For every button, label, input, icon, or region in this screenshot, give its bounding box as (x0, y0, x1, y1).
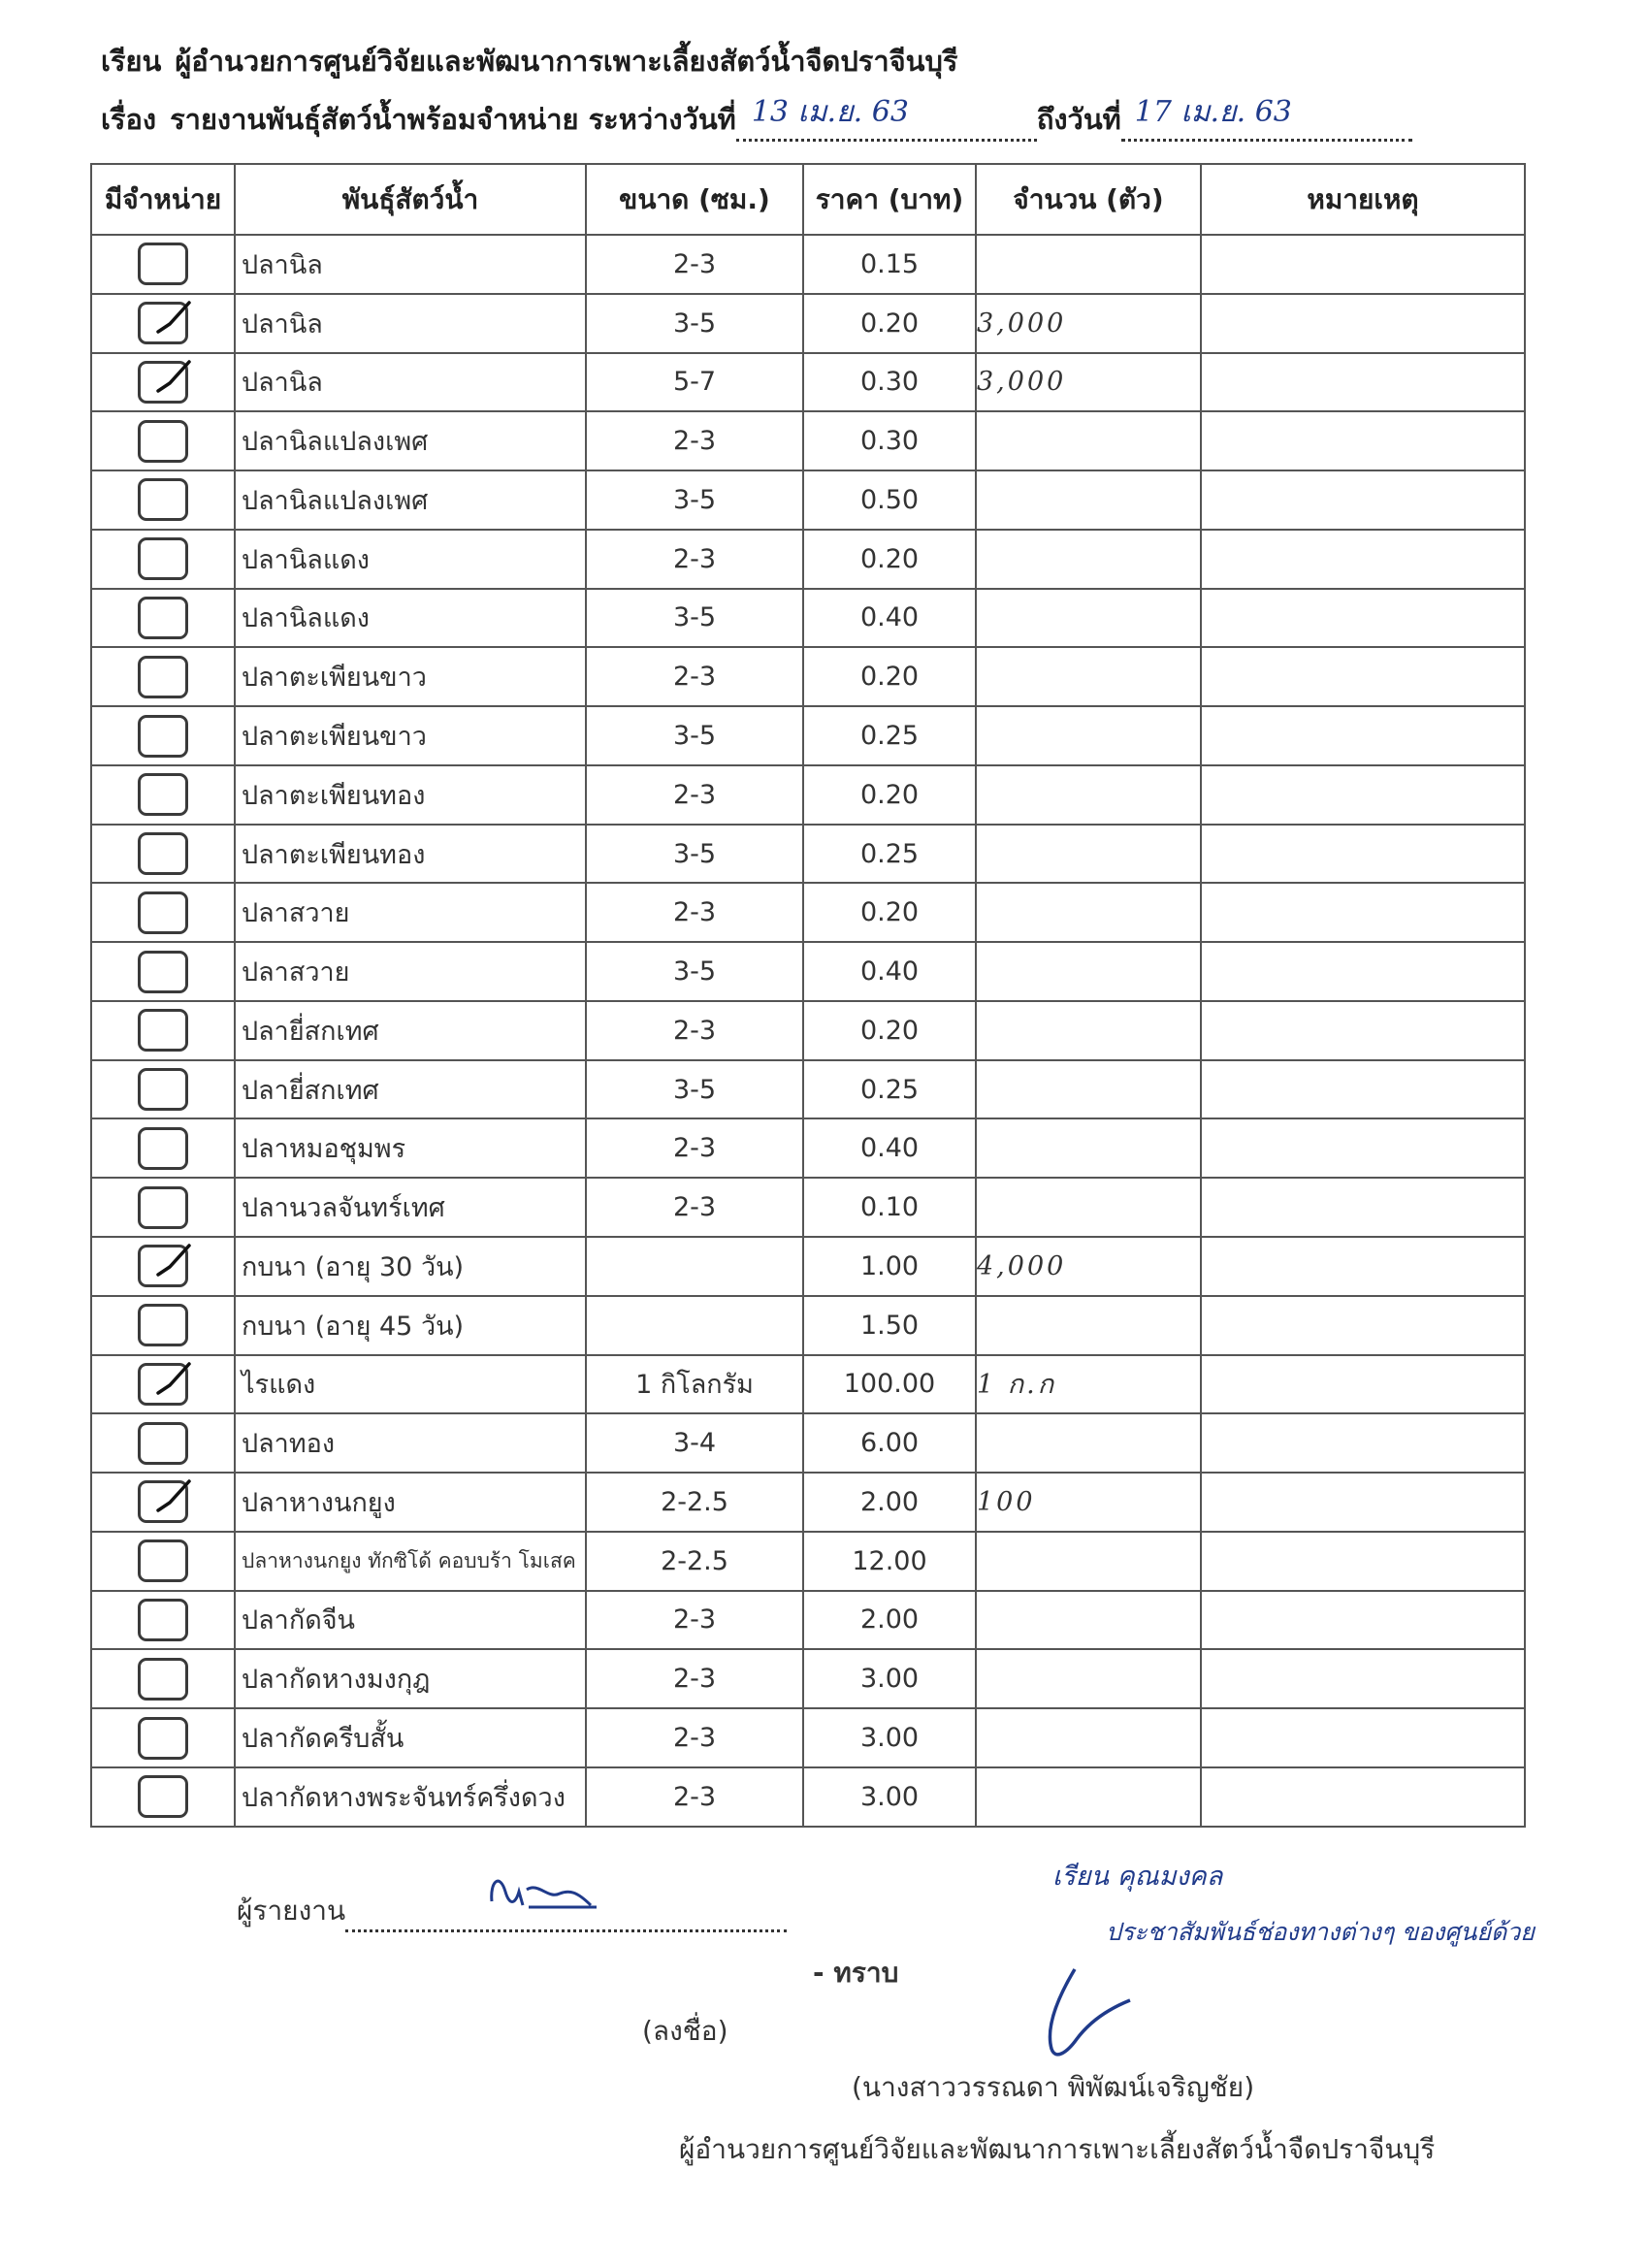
price-cell: 3.00 (803, 1767, 976, 1827)
available-checkbox[interactable] (138, 597, 188, 639)
table-row (91, 1708, 1525, 1767)
quantity-cell (976, 530, 1201, 589)
to-label: เรียน (101, 45, 162, 78)
size-cell: 2-3 (586, 411, 803, 470)
species-cell: ปลานิล (235, 235, 586, 294)
table-row (91, 1296, 1525, 1355)
col-price: ราคา (บาท) (803, 164, 976, 235)
remarks-cell (1201, 589, 1525, 648)
price-cell: 12.00 (803, 1532, 976, 1591)
species-cell: ปลาหมอชุมพร (235, 1118, 586, 1178)
remarks-cell (1201, 470, 1525, 530)
price-cell: 0.20 (803, 1001, 976, 1060)
size-cell: 2-3 (586, 1001, 803, 1060)
signer-title: ผู้อำนวยการศูนย์วิจัยและพัฒนาการเพาะเลี้ยงสัตว์น้ำจืดปราจีนบุรี (679, 2133, 1436, 2165)
quantity-cell (976, 765, 1201, 825)
available-checkbox[interactable] (138, 951, 188, 993)
to-date-line (1121, 95, 1412, 142)
available-checkbox[interactable] (138, 243, 188, 285)
checkmark-icon (145, 356, 195, 405)
table-row (91, 1060, 1525, 1119)
table-row (91, 765, 1525, 825)
size-cell: 3-5 (586, 470, 803, 530)
size-cell: 2-3 (586, 1708, 803, 1767)
checkmark-icon (145, 1358, 195, 1407)
from-date: 13 เม.ย. 63 (751, 95, 909, 129)
table-row (91, 1591, 1525, 1650)
remarks-cell (1201, 825, 1525, 884)
available-checkbox[interactable] (138, 1717, 188, 1760)
remarks-cell (1201, 1591, 1525, 1650)
table-row (91, 589, 1525, 648)
available-cell (91, 1296, 235, 1355)
table-row (91, 1118, 1525, 1178)
species-cell: ปลาตะเพียนขาว (235, 647, 586, 706)
available-cell (91, 411, 235, 470)
quantity-cell (976, 1532, 1201, 1591)
available-checkbox[interactable] (138, 891, 188, 934)
price-cell: 0.30 (803, 353, 976, 412)
reporter-label: ผู้รายงาน (237, 1895, 346, 1927)
quantity-cell (976, 589, 1201, 648)
table-row (91, 883, 1525, 942)
table-row (91, 470, 1525, 530)
checkmark-icon (145, 297, 195, 345)
available-cell (91, 1178, 235, 1237)
available-cell (91, 825, 235, 884)
species-cell: ปลานิล (235, 353, 586, 412)
remarks-cell (1201, 647, 1525, 706)
subject-label: เรื่อง (101, 103, 157, 136)
available-cell (91, 1355, 235, 1414)
price-cell: 0.20 (803, 530, 976, 589)
table-row (91, 353, 1525, 412)
size-cell: 2-3 (586, 1591, 803, 1650)
remarks-cell (1201, 1532, 1525, 1591)
available-cell (91, 1118, 235, 1178)
species-cell: ปลากัดครีบสั้น (235, 1708, 586, 1767)
available-checkbox[interactable] (138, 1068, 188, 1111)
available-checkbox[interactable] (138, 1245, 188, 1287)
from-date-line (736, 95, 1037, 142)
size-cell: 2-3 (586, 1649, 803, 1708)
species-cell: ปลานิลแปลงเพศ (235, 411, 586, 470)
table-row (91, 1355, 1525, 1414)
available-cell (91, 883, 235, 942)
species-cell: ปลานิลแปลงเพศ (235, 470, 586, 530)
col-remarks: หมายเหตุ (1201, 164, 1525, 235)
col-available: มีจำหน่าย (91, 164, 235, 235)
species-cell: ปลานิลแดง (235, 530, 586, 589)
price-cell: 0.15 (803, 235, 976, 294)
available-cell (91, 942, 235, 1001)
handwritten-note-line2: ประชาสัมพันธ์ช่องทางต่างๆ ของศูนย์ด้วย (1106, 1918, 1535, 1946)
available-checkbox[interactable] (138, 1480, 188, 1523)
available-cell (91, 1708, 235, 1767)
available-cell (91, 647, 235, 706)
price-cell: 0.40 (803, 589, 976, 648)
available-cell (91, 706, 235, 765)
table-row (91, 706, 1525, 765)
quantity-cell (976, 825, 1201, 884)
remarks-cell (1201, 1413, 1525, 1473)
handwritten-note-line1: เรียน คุณมงคล (1052, 1862, 1223, 1892)
table-row (91, 825, 1525, 884)
to-value: ผู้อำนวยการศูนย์วิจัยและพัฒนาการเพาะเลี้ยงสัตว์น้ำจืดปราจีนบุรี (175, 45, 958, 78)
checkmark-icon (145, 1475, 195, 1524)
price-cell: 0.25 (803, 706, 976, 765)
table-row (91, 1413, 1525, 1473)
remarks-cell (1201, 883, 1525, 942)
table-row (91, 1001, 1525, 1060)
available-checkbox[interactable] (138, 302, 188, 344)
price-cell: 100.00 (803, 1355, 976, 1414)
size-cell: 3-5 (586, 706, 803, 765)
signer-name: (นางสาววรรณดา พิพัฒน์เจริญชัย) (852, 2071, 1255, 2103)
quantity-cell (976, 1178, 1201, 1237)
size-cell: 5-7 (586, 353, 803, 412)
available-checkbox[interactable] (138, 715, 188, 758)
price-cell: 0.25 (803, 825, 976, 884)
available-cell (91, 1473, 235, 1532)
to-date-label: ถึงวันที่ (1036, 103, 1121, 136)
available-cell (91, 353, 235, 412)
to-date: 17 เม.ย. 63 (1134, 95, 1292, 129)
available-cell (91, 1591, 235, 1650)
size-cell: 2-3 (586, 1767, 803, 1827)
remarks-cell (1201, 1296, 1525, 1355)
price-cell: 1.00 (803, 1237, 976, 1296)
species-table (90, 163, 1526, 1828)
size-cell: 2-2.5 (586, 1473, 803, 1532)
quantity-cell (976, 647, 1201, 706)
table-body (91, 235, 1525, 1827)
size-cell (586, 1237, 803, 1296)
available-checkbox[interactable] (138, 1009, 188, 1052)
table-row (91, 647, 1525, 706)
table-row (91, 294, 1525, 353)
remarks-cell (1201, 1118, 1525, 1178)
quantity-cell: 1 ก.ก (976, 1355, 1201, 1414)
size-cell: 2-3 (586, 530, 803, 589)
species-cell: ปลาสวาย (235, 883, 586, 942)
species-cell: ปลาหางนกยูง (235, 1473, 586, 1532)
available-cell (91, 765, 235, 825)
quantity-cell: 3,000 (976, 294, 1201, 353)
price-cell: 0.20 (803, 294, 976, 353)
available-checkbox[interactable] (138, 1775, 188, 1818)
price-cell: 6.00 (803, 1413, 976, 1473)
available-checkbox[interactable] (138, 1539, 188, 1582)
remarks-cell (1201, 1355, 1525, 1414)
table-row (91, 1532, 1525, 1591)
remarks-cell (1201, 1767, 1525, 1827)
available-cell (91, 1649, 235, 1708)
header-to (101, 39, 957, 83)
remarks-cell (1201, 530, 1525, 589)
available-cell (91, 589, 235, 648)
size-cell: 2-3 (586, 647, 803, 706)
table-row (91, 1767, 1525, 1827)
available-checkbox[interactable] (138, 478, 188, 521)
available-checkbox[interactable] (138, 656, 188, 698)
species-cell: ปลานิลแดง (235, 589, 586, 648)
header-subject (101, 97, 1412, 142)
species-cell: ปลายี่สกเทศ (235, 1001, 586, 1060)
available-checkbox[interactable] (138, 1127, 188, 1170)
size-cell: 2-3 (586, 765, 803, 825)
size-cell: 3-5 (586, 1060, 803, 1119)
checkmark-icon (145, 1240, 195, 1288)
available-cell (91, 1767, 235, 1827)
available-cell (91, 294, 235, 353)
remarks-cell (1201, 411, 1525, 470)
acknowledge-text: - ทราบ (813, 1957, 899, 1989)
quantity-cell (976, 1649, 1201, 1708)
table-row (91, 1473, 1525, 1532)
quantity-cell (976, 235, 1201, 294)
price-cell: 1.50 (803, 1296, 976, 1355)
available-cell (91, 1237, 235, 1296)
price-cell: 0.20 (803, 883, 976, 942)
table-row (91, 1178, 1525, 1237)
available-checkbox[interactable] (138, 1363, 188, 1406)
price-cell: 0.25 (803, 1060, 976, 1119)
species-cell: ปลากัดหางพระจันทร์ครึ่งดวง (235, 1767, 586, 1827)
remarks-cell (1201, 1178, 1525, 1237)
species-cell: ปลาหางนกยูง ทักซิโด้ คอบบร้า โมเสค (235, 1532, 586, 1591)
table-row (91, 1649, 1525, 1708)
available-cell (91, 1001, 235, 1060)
quantity-cell: 3,000 (976, 353, 1201, 412)
size-cell: 3-5 (586, 589, 803, 648)
quantity-cell (976, 1767, 1201, 1827)
quantity-cell: 100 (976, 1473, 1201, 1532)
price-cell: 0.20 (803, 765, 976, 825)
quantity-cell (976, 706, 1201, 765)
species-cell: ปลายี่สกเทศ (235, 1060, 586, 1119)
available-checkbox[interactable] (138, 420, 188, 463)
table-row (91, 942, 1525, 1001)
size-cell: 2-3 (586, 883, 803, 942)
price-cell: 2.00 (803, 1473, 976, 1532)
table-header-row (91, 164, 1525, 235)
table-row (91, 530, 1525, 589)
quantity-cell (976, 1413, 1201, 1473)
quantity-cell: 4,000 (976, 1237, 1201, 1296)
species-cell: ปลาตะเพียนขาว (235, 706, 586, 765)
available-checkbox[interactable] (138, 773, 188, 816)
species-cell: ปลาตะเพียนทอง (235, 825, 586, 884)
available-checkbox[interactable] (138, 1304, 188, 1346)
size-cell: 1 กิโลกรัม (586, 1355, 803, 1414)
available-checkbox[interactable] (138, 537, 188, 580)
species-cell: กบนา (อายุ 45 วัน) (235, 1296, 586, 1355)
size-cell: 3-5 (586, 294, 803, 353)
director-signature (1018, 1960, 1135, 2066)
size-cell: 2-3 (586, 235, 803, 294)
species-cell: ไรแดง (235, 1355, 586, 1414)
remarks-cell (1201, 1237, 1525, 1296)
col-quantity: จำนวน (ตัว) (976, 164, 1201, 235)
table-row (91, 411, 1525, 470)
available-cell (91, 1413, 235, 1473)
species-cell: ปลานิล (235, 294, 586, 353)
quantity-cell (976, 1001, 1201, 1060)
col-size: ขนาด (ซม.) (586, 164, 803, 235)
sign-label: (ลงชื่อ) (642, 2015, 728, 2047)
remarks-cell (1201, 706, 1525, 765)
quantity-cell (976, 1118, 1201, 1178)
quantity-cell (976, 1708, 1201, 1767)
remarks-cell (1201, 294, 1525, 353)
species-cell: ปลาทอง (235, 1413, 586, 1473)
price-cell: 0.40 (803, 1118, 976, 1178)
available-checkbox[interactable] (138, 1186, 188, 1229)
size-cell: 3-4 (586, 1413, 803, 1473)
price-cell: 0.30 (803, 411, 976, 470)
remarks-cell (1201, 1001, 1525, 1060)
remarks-cell (1201, 942, 1525, 1001)
species-cell: ปลาตะเพียนทอง (235, 765, 586, 825)
table-row (91, 1237, 1525, 1296)
remarks-cell (1201, 353, 1525, 412)
subject-value: รายงานพันธุ์สัตว์น้ำพร้อมจำหน่าย ระหว่างวันที่ (170, 103, 736, 136)
reporter-signature (480, 1863, 606, 1921)
remarks-cell (1201, 1473, 1525, 1532)
price-cell: 0.50 (803, 470, 976, 530)
remarks-cell (1201, 1649, 1525, 1708)
price-cell: 3.00 (803, 1708, 976, 1767)
species-cell: ปลาสวาย (235, 942, 586, 1001)
price-cell: 2.00 (803, 1591, 976, 1650)
quantity-cell (976, 1296, 1201, 1355)
available-checkbox[interactable] (138, 1599, 188, 1641)
quantity-cell (976, 942, 1201, 1001)
available-cell (91, 235, 235, 294)
col-species: พันธุ์สัตว์น้ำ (235, 164, 586, 235)
table-row (91, 235, 1525, 294)
species-cell: กบนา (อายุ 30 วัน) (235, 1237, 586, 1296)
size-cell: 3-5 (586, 942, 803, 1001)
size-cell: 2-3 (586, 1118, 803, 1178)
remarks-cell (1201, 1708, 1525, 1767)
species-cell: ปลานวลจันทร์เทศ (235, 1178, 586, 1237)
size-cell: 3-5 (586, 825, 803, 884)
species-cell: ปลากัดหางมงกุฎ (235, 1649, 586, 1708)
quantity-cell (976, 411, 1201, 470)
available-checkbox[interactable] (138, 832, 188, 875)
available-checkbox[interactable] (138, 1658, 188, 1701)
price-cell: 0.10 (803, 1178, 976, 1237)
remarks-cell (1201, 765, 1525, 825)
quantity-cell (976, 470, 1201, 530)
price-cell: 0.20 (803, 647, 976, 706)
available-cell (91, 530, 235, 589)
quantity-cell (976, 883, 1201, 942)
species-cell: ปลากัดจีน (235, 1591, 586, 1650)
remarks-cell (1201, 1060, 1525, 1119)
remarks-cell (1201, 235, 1525, 294)
size-cell (586, 1296, 803, 1355)
quantity-cell (976, 1060, 1201, 1119)
available-checkbox[interactable] (138, 361, 188, 404)
size-cell: 2-2.5 (586, 1532, 803, 1591)
price-cell: 3.00 (803, 1649, 976, 1708)
available-cell (91, 1532, 235, 1591)
available-checkbox[interactable] (138, 1422, 188, 1465)
available-cell (91, 1060, 235, 1119)
price-cell: 0.40 (803, 942, 976, 1001)
size-cell: 2-3 (586, 1178, 803, 1237)
available-cell (91, 470, 235, 530)
quantity-cell (976, 1591, 1201, 1650)
